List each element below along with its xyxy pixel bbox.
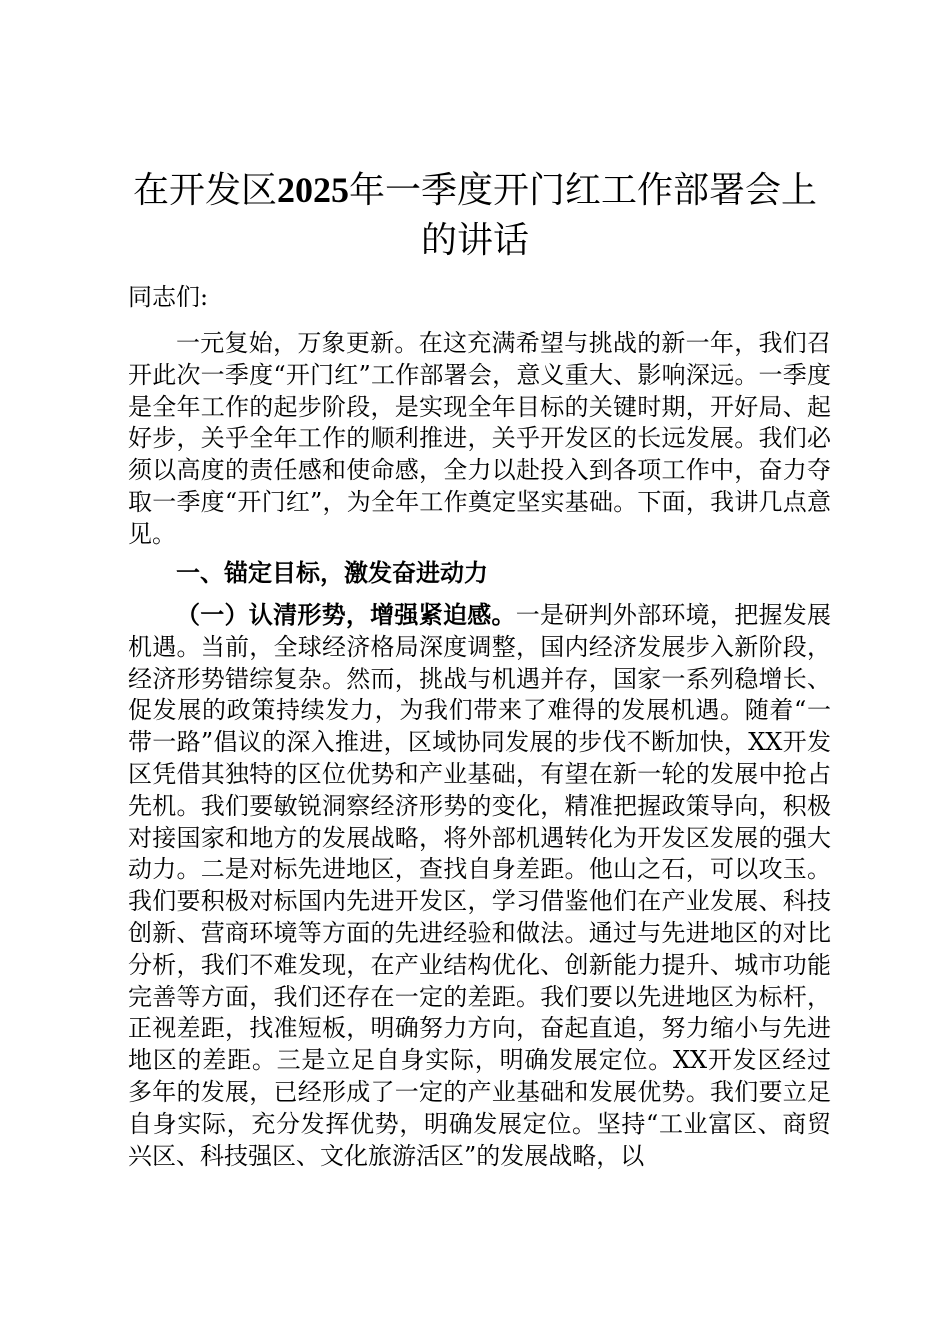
intro-paragraph: 一元复始，万象更新。在这充满希望与挑战的新一年，我们召开此次一季度“开门红”工作部署会，意义重大、影响深远。一季度是全年工作的起步阶段，是实现全年目标的关键时期，开好局、起好步，关乎全年工作的顺利推进，关乎开发区的长远发展。我们必须以高度的责任感和使命感，全力以赴投入到各项工作中，奋力夺取一季度“开门红”，为全年工作奠定坚实基础。下面，我讲几点意见。 — [128, 329, 831, 548]
title-part2: 年一季度开门红工作部署会上的讲话 — [349, 170, 818, 261]
subsection-lead: （一）认清形势，增强紧迫感。 — [176, 601, 516, 629]
title-part1: 在开发区 — [132, 170, 277, 211]
document-title — [120, 165, 830, 266]
subsection-paragraph — [128, 600, 831, 1172]
title-year: 2025 — [277, 170, 349, 210]
section-heading: 一、锚定目标，激发奋进动力 — [176, 559, 488, 587]
subsection-body: 一是研判外部环境，把握发展机遇。当前，全球经济格局深度调整，国内经济发展步入新阶段，经济形势错综复杂。然而，挑战与机遇并存，国家一系列稳增长、促发展的政策持续发力，为我们带来了难得的发展机遇。随着“一带一路”倡议的深入推进，区域协同发展的步伐不断加快，XX开发区凭借其独特的区位优势和产业基础，有望在新一轮的发展中抢占先机。我们要敏锐洞察经济形势的变化，精准把握政策导向，积极对接国家和地方的发展战略，将外部机遇转化为开发区发展的强大动力。二是对标先进地区，查找自身差距。他山之石，可以攻玉。我们要积极对标国内先进开发区，学习借鉴他们在产业发展、科技创新、营商环境等方面的先进经验和做法。通过与先进地区的对比分析，我们不难发现，在产业结构优化、创新能力提升、城市功能完善等方面，我们还存在一定的差距。我们要以先进地区为标杆，正视差距，找准短板，明确努力方向，奋起直追，努力缩小与先进地区的差距。三是立足自身实际，明确发展定位。XX开发区经过多年的发展，已经形成了一定的产业基础和发展优势。我们要立足自身实际，充分发挥优势，明确发展定位。坚持“工业富区、商贸兴区、科技强区、文化旅游活区”的发展战略，以 — [128, 601, 832, 1170]
salutation: 同志们: — [128, 283, 209, 311]
